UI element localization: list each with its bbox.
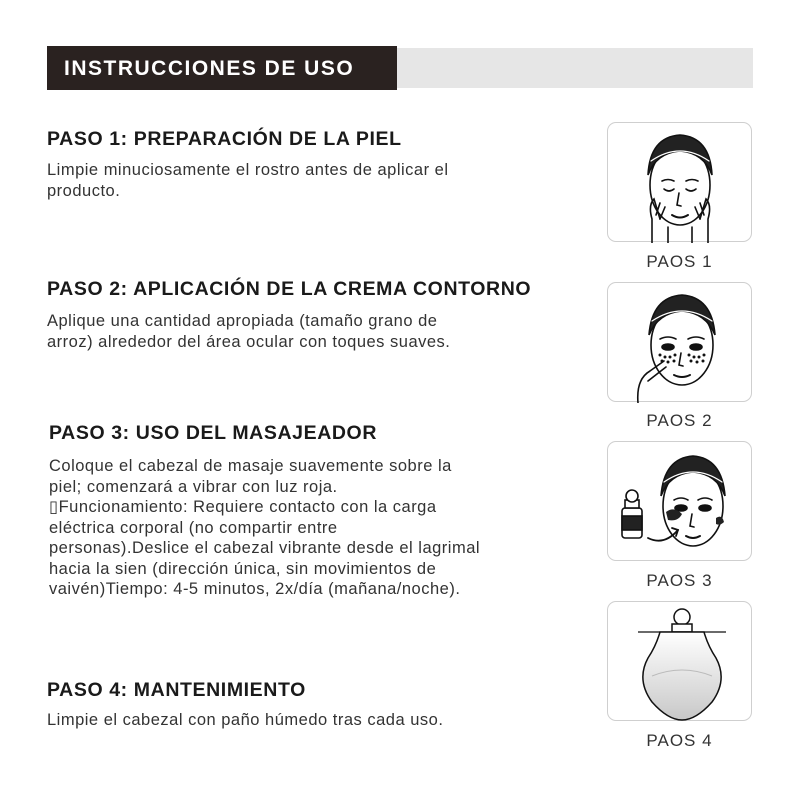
step-3-title: PASO 3: USO DEL MASAJEADOR	[49, 422, 378, 444]
step-4-line: Limpie el cabezal con paño húmedo tras cada uso.	[47, 711, 444, 729]
step-2-text	[47, 311, 450, 352]
step-1-line: Limpie minuciosamente el rostro antes de aplicar el	[47, 161, 449, 179]
step-1-title: PASO 1: PREPARACIÓN DE LA PIEL	[47, 128, 402, 150]
face-cleansing-icon	[608, 123, 753, 243]
step-4-title: PASO 4: MANTENIMIENTO	[47, 679, 306, 701]
page-title: INSTRUCCIONES DE USO	[64, 57, 355, 80]
step-4-illustration-card	[607, 601, 752, 721]
step-1-illustration-card	[607, 122, 752, 242]
step-3-line: ▯Funcionamiento: Requiere contacto con la carga	[49, 498, 437, 516]
step-3-text	[49, 456, 480, 600]
step-4-illustration-label: PAOS 4	[646, 731, 713, 750]
step-3-line: hacia la sien (dirección única, sin movimientos de	[49, 559, 437, 578]
step-1-line: producto.	[47, 181, 121, 200]
step-3-illustration-label: PAOS 3	[646, 571, 713, 590]
step-2-illustration-card	[607, 282, 752, 402]
step-1-illustration-label: PAOS 1	[646, 252, 713, 271]
step-4-text	[47, 710, 443, 731]
massager-use-icon	[608, 442, 753, 562]
massager-device-icon	[608, 602, 753, 722]
eye-cream-application-icon	[608, 283, 753, 403]
step-3-line: Coloque el cabezal de masaje suavemente sobre la	[49, 457, 452, 475]
step-2-line: Aplique una cantidad apropiada (tamaño grano de	[47, 312, 438, 330]
step-2-title: PASO 2: APLICACIÓN DE LA CREMA CONTORNO	[47, 278, 532, 300]
step-3-line: eléctrica corporal (no compartir entre	[49, 518, 338, 537]
step-3-line: piel; comenzará a vibrar con luz roja.	[49, 477, 338, 496]
step-3-line: personas).Deslice el cabezal vibrante desde el lagrimal	[49, 539, 481, 557]
step-2-line: arroz) alrededor del área ocular con toques suaves.	[47, 332, 451, 351]
step-1-text	[47, 160, 449, 201]
step-3-illustration-card	[607, 441, 752, 561]
step-2-illustration-label: PAOS 2	[646, 411, 713, 430]
step-3-line: vaivén)Tiempo: 4-5 minutos, 2x/día (mañana/noche).	[49, 580, 461, 598]
